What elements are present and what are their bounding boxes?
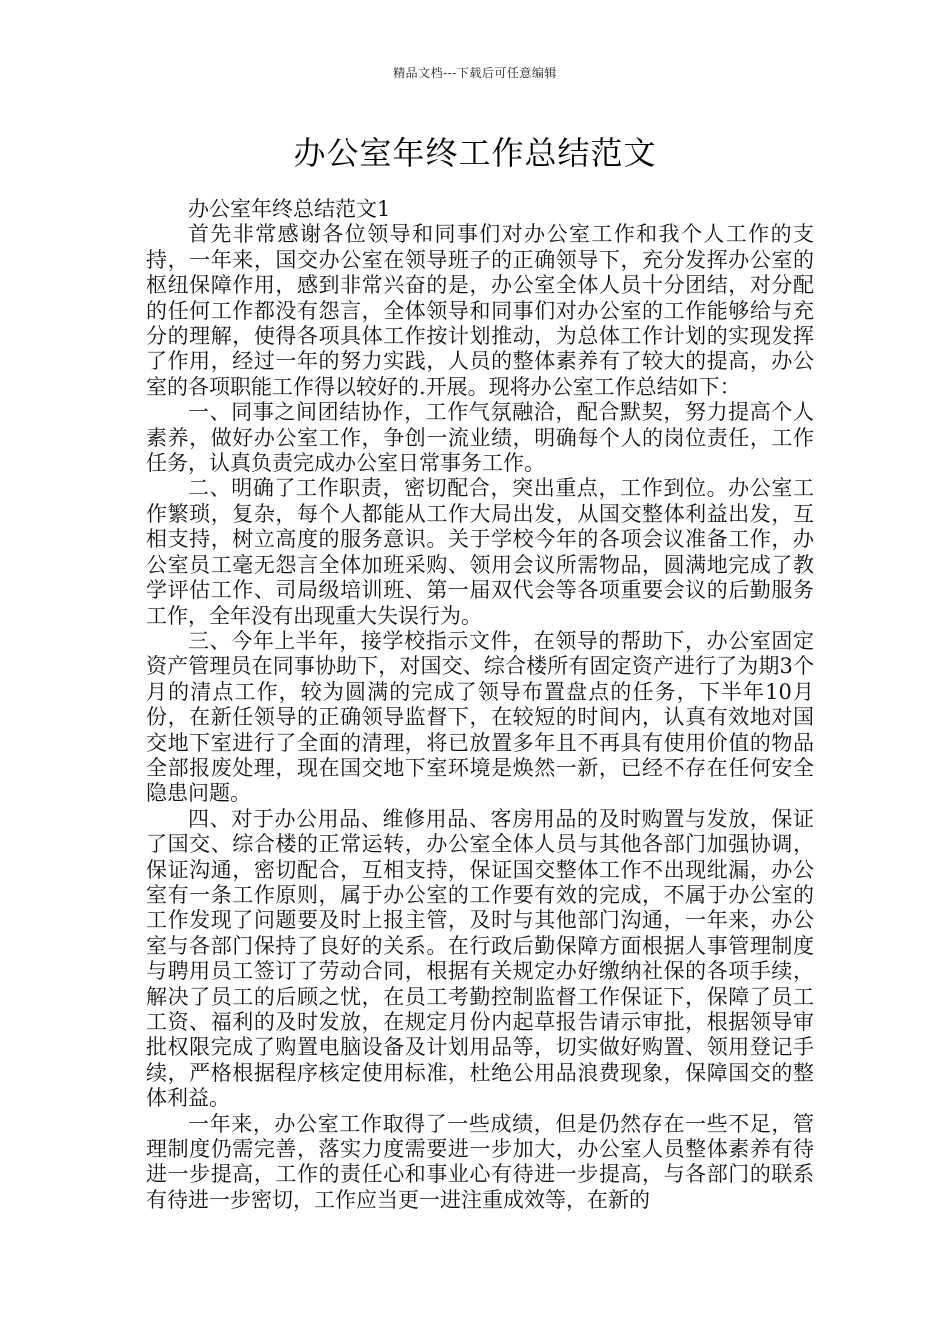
section-heading: 办公室年终总结范文1 [188, 197, 391, 221]
paragraph-item-1: 一、同事之间团结协作，工作气氛融洽，配合默契，努力提高个人素养，做好办公室工作，争创一流业绩，明确每个人的岗位责任，工作任务，认真负责完成办公室日常事务工作。 [146, 400, 814, 476]
paragraph-item-2: 二、明确了工作职责，密切配合，突出重点，工作到位。办公室工作繁琐，复杂，每个人都能从工作大局出发，从国交整体利益出发，互相支持，树立高度的服务意识。关于学校今年的各项会议准备工作，办公室员工毫无怨言全体加班采购、领用会议所需物品，圆满地完成了教学评估工作、司局级培训班、第一届双代会等各项重要会议的后勤服务工作，全年没有出现重大失误行为。 [146, 476, 814, 628]
document-title: 办公室年终工作总结范文 [293, 134, 657, 172]
header-note: 精品文档---下载后可任意编辑 [393, 66, 557, 80]
paragraph-conclusion: 一年来，办公室工作取得了一些成绩，但是仍然存在一些不足，管理制度仍需完善，落实力度需要进一步加大，办公室人员整体素养有待进一步提高，工作的责任心和事业心有待进一步提高，与各部门的联系有待进一步密切，工作应当更一进注重成效等，在新的 [146, 1111, 814, 1212]
paragraph-item-3: 三、今年上半年，接学校指示文件，在领导的帮助下，办公室固定资产管理员在同事协助下，对国交、综合楼所有固定资产进行了为期3个月的清点工作，较为圆满的完成了领导布置盘点的任务，下半年10月份，在新任领导的正确领导监督下，在较短的时间内，认真有效地对国交地下室进行了全面的清理，将已放置多年且不再具有使用价值的物品全部报废处理，现在国交地下室环境是焕然一新，已经不存在任何安全隐患问题。 [146, 628, 814, 806]
paragraph-item-4: 四、对于办公用品、维修用品、客房用品的及时购置与发放，保证了国交、综合楼的正常运转，办公室全体人员与其他各部门加强协调，保证沟通，密切配合，互相支持，保证国交整体工作不出现纰漏，办公室有一条工作原则，属于办公室的工作要有效的完成，不属于办公室的工作发现了问题要及时上报主管，及时与其他部门沟通，一年来，办公室与各部门保持了良好的关系。在行政后勤保障方面根据人事管理制度与聘用员工签订了劳动合同，根据有关规定办好缴纳社保的各项手续，解决了员工的后顾之忧，在员工考勤控制监督工作保证下，保障了员工工资、福利的及时发放，在规定月份内起草报告请示审批，根据领导审批权限完成了购置电脑设备及计划用品等，切实做好购置、领用登记手续，严格根据程序核定使用标准，杜绝公用品浪费现象，保障国交的整体利益。 [146, 806, 814, 1111]
paragraph-intro: 首先非常感谢各位领导和同事们对办公室工作和我个人工作的支持，一年来，国交办公室在领导班子的正确领导下，充分发挥办公室的枢纽保障作用，感到非常兴奋的是，办公室全体人员十分团结，对分配的任何工作都没有怨言，全体领导和同事们对办公室的工作能够给与充分的理解，使得各项具体工作按计划推动，为总体工作计划的实现发挥了作用，经过一年的努力实践，人员的整体素养有了较大的提高，办公室的各项职能工作得以较好的.开展。现将办公室工作总结如下： [146, 222, 814, 399]
document-body [146, 197, 814, 1213]
